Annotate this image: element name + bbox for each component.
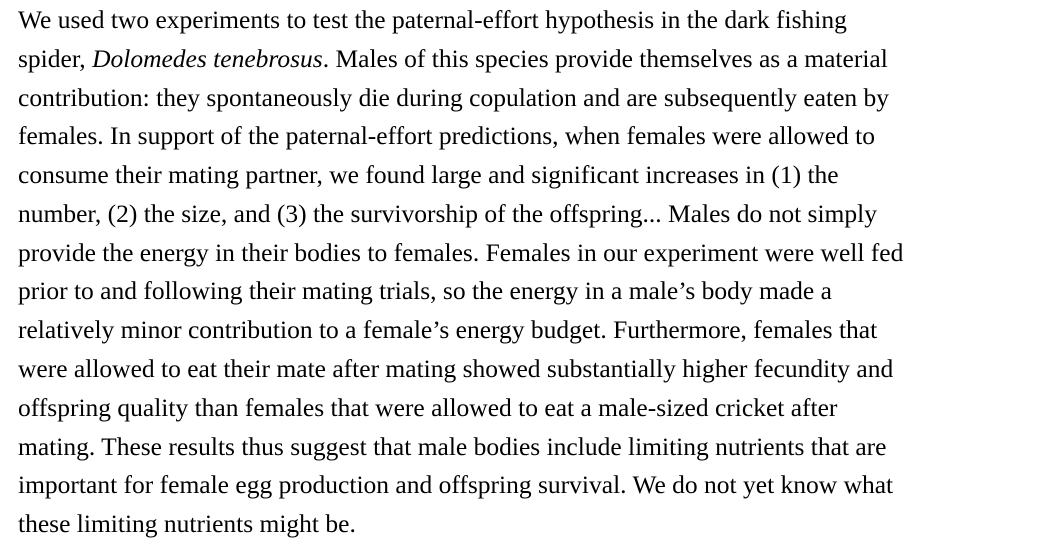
text-line: prior to and following their mating trials, so the energy in a male’s body made a bbox=[18, 276, 832, 305]
text-line: We used two experiments to test the paternal-effort hypothesis in the dark fishing bbox=[18, 5, 847, 34]
text-line bbox=[18, 40, 888, 78]
text-line: consume their mating partner, we found large and significant increases in (1) the bbox=[18, 160, 839, 189]
text-segment: . Males of this species provide themselves as a material bbox=[322, 44, 888, 73]
text-line: relatively minor contribution to a female’s energy budget. Furthermore, females that bbox=[18, 315, 878, 344]
text-segment: spider, bbox=[18, 44, 93, 73]
text-line: provide the energy in their bodies to females. Females in our experiment were well fed bbox=[18, 238, 904, 267]
text-line: number, (2) the size, and (3) the survivorship of the offspring... Males do not simply bbox=[18, 199, 877, 228]
text-line: important for female egg production and offspring survival. We do not yet know what bbox=[18, 470, 894, 499]
text-line: females. In support of the paternal-effort predictions, when females were allowed to bbox=[18, 121, 876, 150]
text-line: contribution: they spontaneously die during copulation and are subsequently eaten by bbox=[18, 83, 890, 112]
text-line: were allowed to eat their mate after mating showed substantially higher fecundity and bbox=[18, 354, 894, 383]
text-line: mating. These results thus suggest that male bodies include limiting nutrients that are bbox=[18, 432, 887, 461]
text-line: offspring quality than females that were allowed to eat a male-sized cricket after bbox=[18, 393, 838, 422]
species-name: Dolomedes tenebrosus bbox=[92, 44, 323, 73]
text-line: these limiting nutrients might be. bbox=[18, 509, 356, 538]
